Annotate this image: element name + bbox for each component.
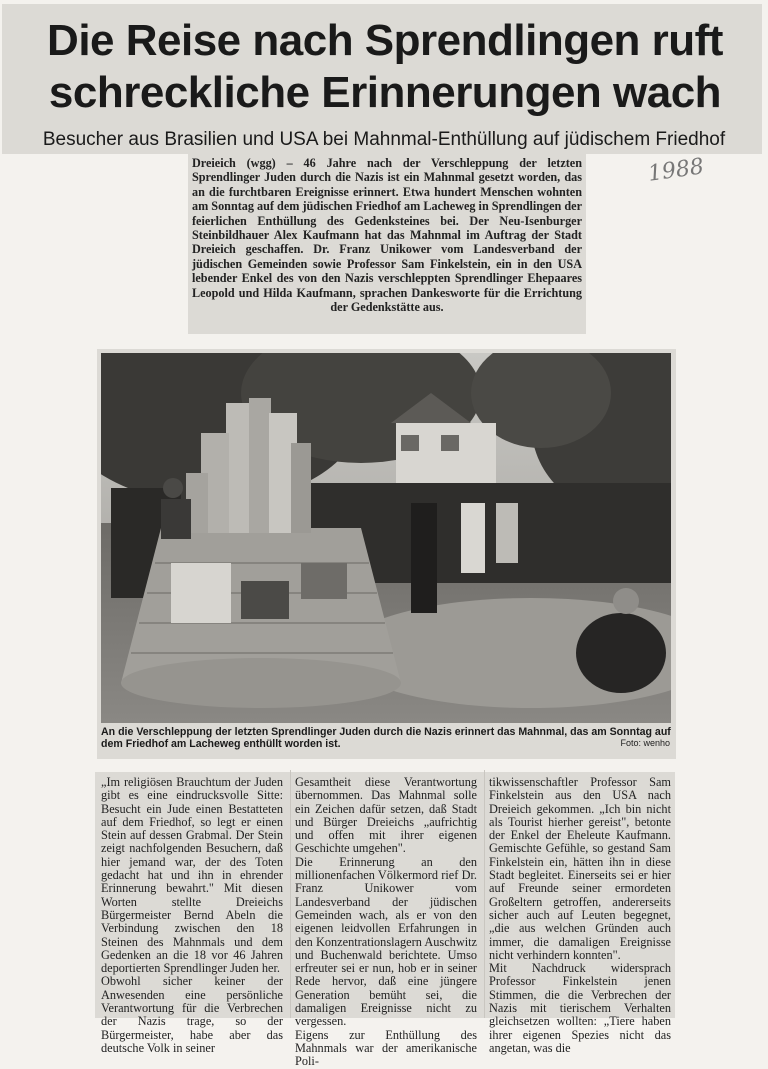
photo-caption: An die Verschleppung der letzten Sprendlinger Juden durch die Nazis erinnert das Mahnmal, das am Sonntag auf dem Friedhof am Lacheweg enthüllt worden ist. <box>101 726 671 750</box>
headline-clipping <box>2 4 762 154</box>
headline-line-2: schreckliche Erinnerungen wach <box>48 68 722 117</box>
column-seam <box>484 770 485 1018</box>
body-column-2: Gesamtheit diese Verantwortung übernommen. Das Mahnmal solle ein Zeichen dafür setzen, daß Stadt und Bürger Dreieichs „aufrichtig und offen mit ihrer eigenen Geschichte umgehen". Die Erinnerung an den millionenfachen Völkermord rief Dr. Franz Unikower vom Landesverband der jüdischen Gemeinden wach, als er von den eigenen leidvollen Erfahrungen in den Konzentrationslagern Auschwitz und Buchenwald berichtete. Umso erfreuter sei er nun, hob er in seiner Rede hervor, daß eine jüngere Generation bemüht sei, die damaligen Ereignisse nicht zu vergessen. Eigens zur Enthüllung des Mahnmals war der amerikanische Poli- <box>295 775 477 1069</box>
body-clipping <box>95 772 675 1069</box>
headline-line-1: Die Reise nach Sprendlingen ruft <box>47 16 723 65</box>
memorial-photo <box>101 353 671 723</box>
subheadline: Besucher aus Brasilien und USA bei Mahnmal-Enthüllung auf jüdischem Friedhof <box>42 129 726 150</box>
memorial-photo-image <box>101 353 671 723</box>
column-seam <box>290 770 291 1018</box>
photo-clipping <box>97 349 676 759</box>
photo-credit: Foto: wenho <box>620 738 670 748</box>
lead-clipping <box>188 152 586 334</box>
body-column-3: tikwissenschaftler Professor Sam Finkelstein aus den USA nach Dreieich gekommen. „Ich bin nicht als Tourist hierher gereist", betonte der Enkel der Eheleute Kaufmann. Gemischte Gefühle, so gestand Sam Finkelstein ein, hätten ihn in diese Stadt begleitet. Einerseits sei er hier auf Freunde seiner ermordeten Großeltern getroffen, andererseits sicher auch auf Leuten begegnet, „die aus welchen Gründen auch immer, die damaligen Ereignisse nicht verhindern konnten". Mit Nachdruck widersprach Professor Finkelstein jenen Stimmen, die die Verbrechen der Nazis mit tierischem Verhalten gleichsetzen wollten: „Tiere haben ihrer eigenen Spezies nicht das angetan, was die <box>489 775 671 1055</box>
lead-paragraph: Dreieich (wgg) – 46 Jahre nach der Verschleppung der letzten Sprendlinger Juden durch die Nazis ist ein Mahnmal gesetzt worden, das an die furchtbaren Ereignisse erinnert. Etwa hundert Menschen wohnten am Sonntag auf dem jüdischen Friedhof am Lacheweg in Sprendlingen der feierlichen Enthüllung des Gedenksteines bei. Der Neu-Isenburger Steinbildhauer Alex Kaufmann hat das Mahnmal im Auftrag der Stadt Dreieich geschaffen. Dr. Franz Unikower vom Landesverband der jüdischen Gemeinden sowie Professor Sam Finkelstein, ein in den USA lebender Enkel des von den Nazis verschleppten Sprendlinger Ehepaares Leopold und Hilda Kaufmann, sprachen Dankesworte für die Errichtung der Gedenkstätte aus. <box>192 156 582 315</box>
body-column-1: „Im religiösen Brauchtum der Juden gibt es eine eindrucksvolle Sitte: Besucht ein Jude einen Bestatteten auf dem Friedhof, so legt er einen Stein auf dessen Grabmal. Der Stein zeigt nachfolgenden Besuchern, daß hier jemand war, der des Toten gedacht hat und ihn in ehrender Erinnerung bewahrt." Mit diesen Worten stellte Dreieichs Bürgermeister Bernd Abeln die Verbindung zwischen den 18 Steinen des Mahnmals und dem Gedenken an die 18 vor 46 Jahren deportierten Sprendlinger Juden her. Obwohl sicher keiner der Anwesenden eine persönliche Verantwortung für die Verbrechen der Nazis trage, so der Bürgermeister, habe aber das deutsche Volk in seiner <box>101 775 283 1055</box>
handwritten-year: 1988 <box>646 154 706 187</box>
